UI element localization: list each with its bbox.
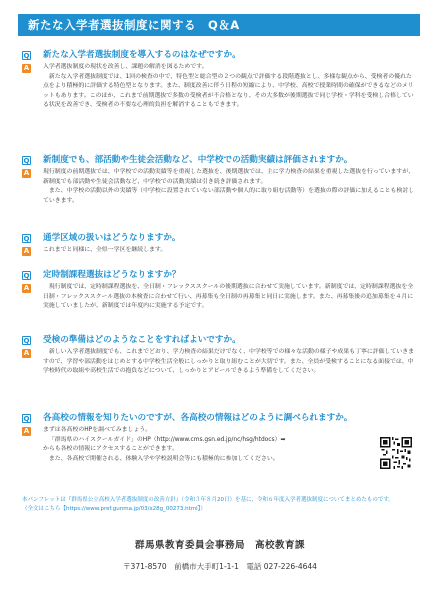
answer-text — [43, 246, 415, 256]
answer-badge: A — [23, 349, 30, 357]
answer-link-line[interactable]: 「群馬県のハイスクールガイド」のHP（http://www.cms.gsn.ed.jp/nc/hsg/htdocs）➡ — [48, 436, 286, 443]
qa-item-6 — [22, 413, 420, 464]
answer-badge: A — [23, 284, 30, 292]
footnote — [22, 496, 422, 513]
answer-badge: A — [23, 247, 30, 255]
question-text: 新制度でも、部活動や生徒会活動など、中学校での活動実績は評価されますか。 — [43, 155, 353, 165]
answer-text — [43, 426, 383, 464]
question-text: 受検の準備はどのようなことをすればよいですか。 — [43, 335, 241, 345]
answer-badge: A — [23, 169, 30, 177]
organization-name: 群馬県教育委員会事務局 高校教育課 — [134, 540, 305, 551]
answer-paragraph: まずは各高校のHPを調べてみましょう。 — [43, 427, 152, 433]
qa-item-5 — [22, 335, 420, 377]
question-text: 通学区域の扱いはどうなりますか。 — [43, 233, 181, 243]
answer-badge: A — [23, 64, 30, 72]
qa-item-1 — [22, 50, 420, 111]
question-badge: Q — [23, 272, 30, 280]
qr-code-icon[interactable] — [380, 437, 412, 469]
answer-paragraph: 現行制度の前期選抜では、中学校での活動実績等を重視した選抜を、後期選抜では、主に学力検査の結果を重視した選抜を行っていますが、新制度でも部活動や生徒会活動など、中学校での活動実績は引き続き評価されます。 — [43, 169, 415, 185]
question-badge: Q — [23, 157, 30, 165]
question-badge: Q — [23, 52, 30, 60]
answer-paragraph: 現行制度では、定時制課程選抜を、全日制・フレックススクールの後期選抜に合わせて実施しています。新制度では、定時制課程選抜を全日制・フレックススクール選抜の本検査に合わせて行い、再募集も全日制の再募集と同日に実施します。また、再募集後の追加募集を４月に実施していましたが、新制度では年度内に実施する予定です。 — [43, 284, 414, 310]
question-text: 新たな入学者選抜制度を導入するのはなぜですか。 — [43, 50, 241, 60]
page-title: 新たな入学者選抜制度に関する Q＆A — [18, 14, 420, 36]
question-text: 定時制課程選抜はどうなりますか？ — [43, 270, 181, 280]
answer-badge: A — [23, 427, 30, 435]
answer-text — [43, 63, 415, 111]
answer-paragraph: また、各高校で開催される、体験入学や学校説明会等にも積極的に参加してください。 — [48, 455, 279, 462]
question-badge: Q — [23, 337, 30, 345]
qa-item-3 — [22, 233, 420, 256]
answer-paragraph: 新たな入学者選抜制度では、1回の検査の中で、特色型と総合型の２つの観点で評価する段階選抜とし、多様な観点から、受検者の優れた点をより積極的に評価する特色型となります。また、制度改善に伴う日程の短縮により、中学校、高校で授業時間の確保ができるなどのメリットもあります。このほか、これまで前期選抜で多数の受検者が不合格となり、その大多数が後期選抜で同じ学校・学科を受検し合格している状況を改善でき、受検者の不要な心理的負担を解消することもできます。 — [43, 73, 414, 109]
answer-text — [43, 168, 415, 206]
question-badge: Q — [23, 235, 30, 243]
answer-paragraph: 新しい入学者選抜制度でも、これまでどおり、学力検査の結果だけでなく、中学校等での様々な活動の様子や成果も丁寧に評価していきますので、学習や部活動をはじめとする中学校生活全般にしっかりと取り組むことが大切です。また、全員が受検することになる面接では、中学校時代の取組や高校生活での抱負などについて、しっかりとアピールできるよう準備をしてください。 — [43, 349, 414, 375]
organization-address: 〒371-8570 前橋市大手町1-1-1 電話 027-226-4644 — [123, 562, 317, 571]
footnote-source: 本パンフレットは『群馬県公立高校入学者選抜制度の改善方針』（令和３年８月20日）を基に、令和６年度入学者選抜制度についてまとめたものです。 — [22, 497, 394, 503]
answer-paragraph: からも各校の情報にアクセスすることができます。 — [43, 446, 178, 453]
footnote-link[interactable]: （全文はこちら【https://www.pref.gunma.jp/03/x28g_00273.html】） — [22, 505, 206, 512]
question-badge: Q — [23, 415, 30, 423]
answer-paragraph: また、中学校の活動以外の実績等（中学校に設置されていない部活動や個人的に取り組む活動等）を選抜の際の評価に加えることも検討していきます。 — [43, 188, 415, 204]
answer-paragraph: 入学者選抜制度の現状を改善し、課題の解消を図るためです。 — [43, 64, 208, 70]
qa-item-2 — [22, 155, 420, 206]
question-text: 各高校の情報を知りたいのですが、各高校の情報はどのように調べられますか。 — [43, 413, 353, 423]
qa-item-4 — [22, 270, 420, 312]
answer-paragraph: これまでと同様に、全県一学区を継続します。 — [43, 247, 167, 253]
answer-text — [43, 348, 415, 377]
answer-text — [43, 283, 415, 312]
